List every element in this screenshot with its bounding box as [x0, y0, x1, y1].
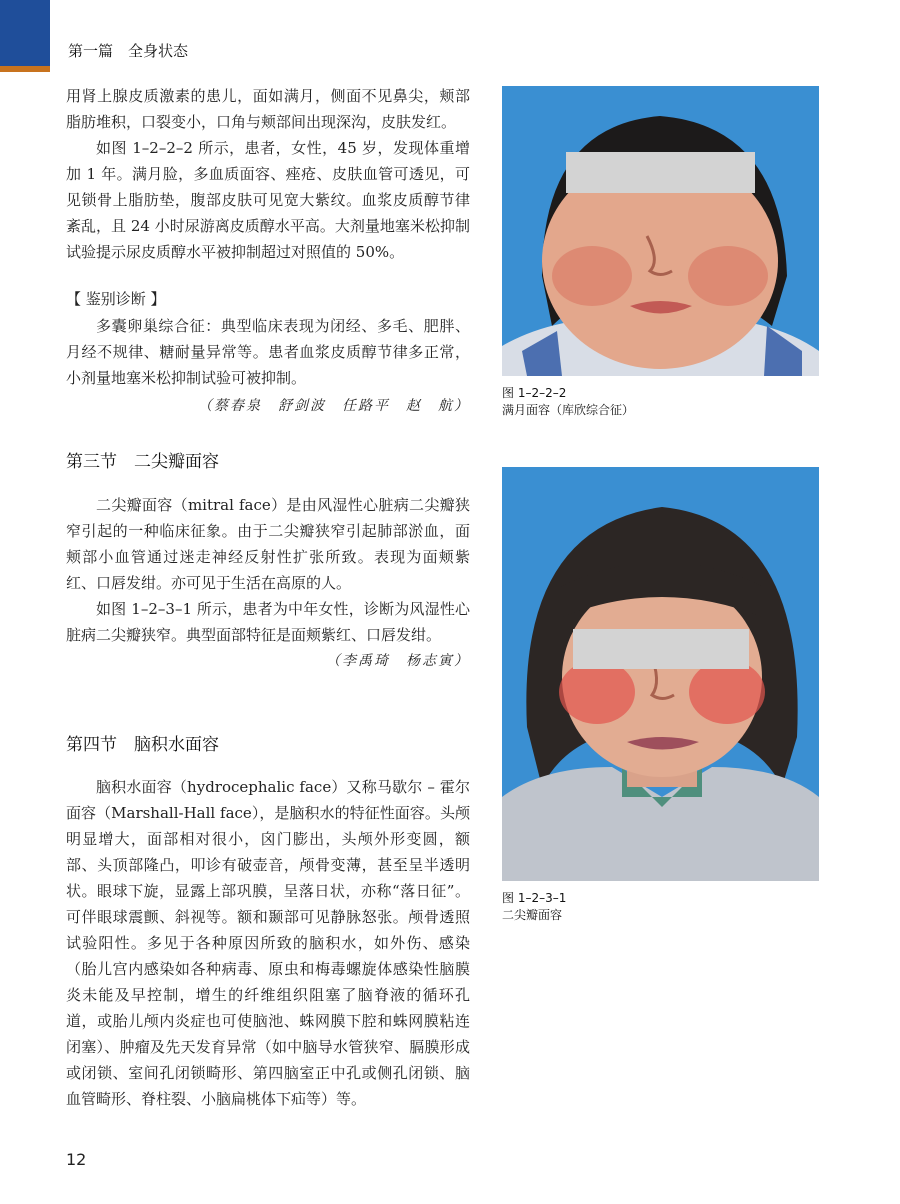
header-accent-stripe	[0, 66, 50, 72]
page-number: 12	[66, 1150, 87, 1169]
privacy-mask	[566, 152, 755, 193]
paragraph: 脑积水面容（hydrocephalic face）又称马歇尔 – 霍尔面容（Marshall-Hall face），是脑积水的特征性面容。头颅明显增大，面部相对很小，囟门膨出，头颅外形变圆，额部、头顶部隆凸，叩诊有破壶音，颅骨变薄，甚至呈半透明状。眼球下旋，显露上部巩膜，呈落日状，亦称“落日征”。可伴眼球震颤、斜视等。额和颞部可见静脉怒张。颅骨透照试验阳性。多见于各种原因所致的脑积水，如外伤、感染（胎儿宫内感染如各种病毒、原虫和梅毒螺旋体感染性脑膜炎未能及早控制，增生的纤维组织阻塞了脑脊液的循环孔道，或胎儿颅内炎症也可使脑池、蛛网膜下腔和蛛网膜粘连闭塞）、肿瘤及先天发育异常（如中脑导水管狭窄、膈膜形成或闭锁、室间孔闭锁畸形、第四脑室正中孔或侧孔闭锁、脑血管畸形、脊柱裂、小脑扁桃体下疝等）等。	[66, 778, 470, 1108]
figure-title: 二尖瓣面容	[502, 908, 563, 922]
privacy-mask	[573, 629, 749, 669]
figure-photo-moon-face	[502, 86, 819, 376]
section-heading: 第四节 脑积水面容	[66, 735, 219, 755]
figure-title: 满月面容（库欣综合征）	[502, 403, 635, 417]
running-title: 第一篇 全身状态	[68, 42, 189, 60]
author-list: （李禹琦 杨志寅）	[326, 653, 470, 669]
paragraph: 如图 1–2–2–2 所示，患者，女性，45 岁，发现体重增加 1 年。满月脸，多血质面容、痤疮、皮肤血管可透见，可见锁骨上脂肪垫，腹部皮肤可见宽大紫纹。血浆皮质醇节律紊乱，且 24 小时尿游离皮质醇水平高。大剂量地塞米松抑制试验提示尿皮质醇水平被抑制超过对照值的 50%。	[66, 139, 470, 261]
paragraph: 如图 1–2–3–1 所示，患者为中年女性，诊断为风湿性心脏病二尖瓣狭窄。典型面部特征是面颊紫红、口唇发绀。	[66, 600, 470, 644]
differential-heading: 【 鉴别诊断 】	[66, 290, 166, 308]
figure-number: 图 1–2–2–2	[502, 386, 567, 400]
patient-photo-illustration	[502, 86, 819, 376]
paragraph: 用肾上腺皮质激素的患儿，面如满月，侧面不见鼻尖，颊部脂肪堆积，口裂变小，口角与颊部间出现深沟，皮肤发红。	[66, 87, 470, 131]
hydrocephalic-text-block	[66, 774, 470, 1112]
header-color-block	[0, 0, 50, 66]
section-heading: 第三节 二尖瓣面容	[66, 452, 219, 472]
figure-caption-2	[502, 890, 566, 924]
mitral-text-block	[66, 492, 470, 674]
figure-photo-mitral-face	[502, 467, 819, 881]
paragraph: 二尖瓣面容（mitral face）是由风湿性心脏病二尖瓣狭窄引起的一种临床征象。由于二尖瓣狭窄引起肺部淤血，面颊部小血管通过迷走神经反射性扩张所致。表现为面颊紫红、口唇发绀。亦可见于生活在高原的人。	[66, 496, 470, 592]
author-list: （蔡春泉 舒剑波 任路平 赵 航）	[198, 398, 470, 414]
paragraph: 多囊卵巢综合征：典型临床表现为闭经、多毛、肥胖、月经不规律、糖耐量异常等。患者血浆皮质醇节律多正常，小剂量地塞米松抑制试验可被抑制。	[66, 317, 470, 387]
cushing-text-block	[66, 83, 470, 265]
patient-photo-illustration	[502, 467, 819, 881]
figure-caption-1	[502, 385, 634, 419]
differential-block	[66, 288, 470, 419]
figure-number: 图 1–2–3–1	[502, 891, 567, 905]
